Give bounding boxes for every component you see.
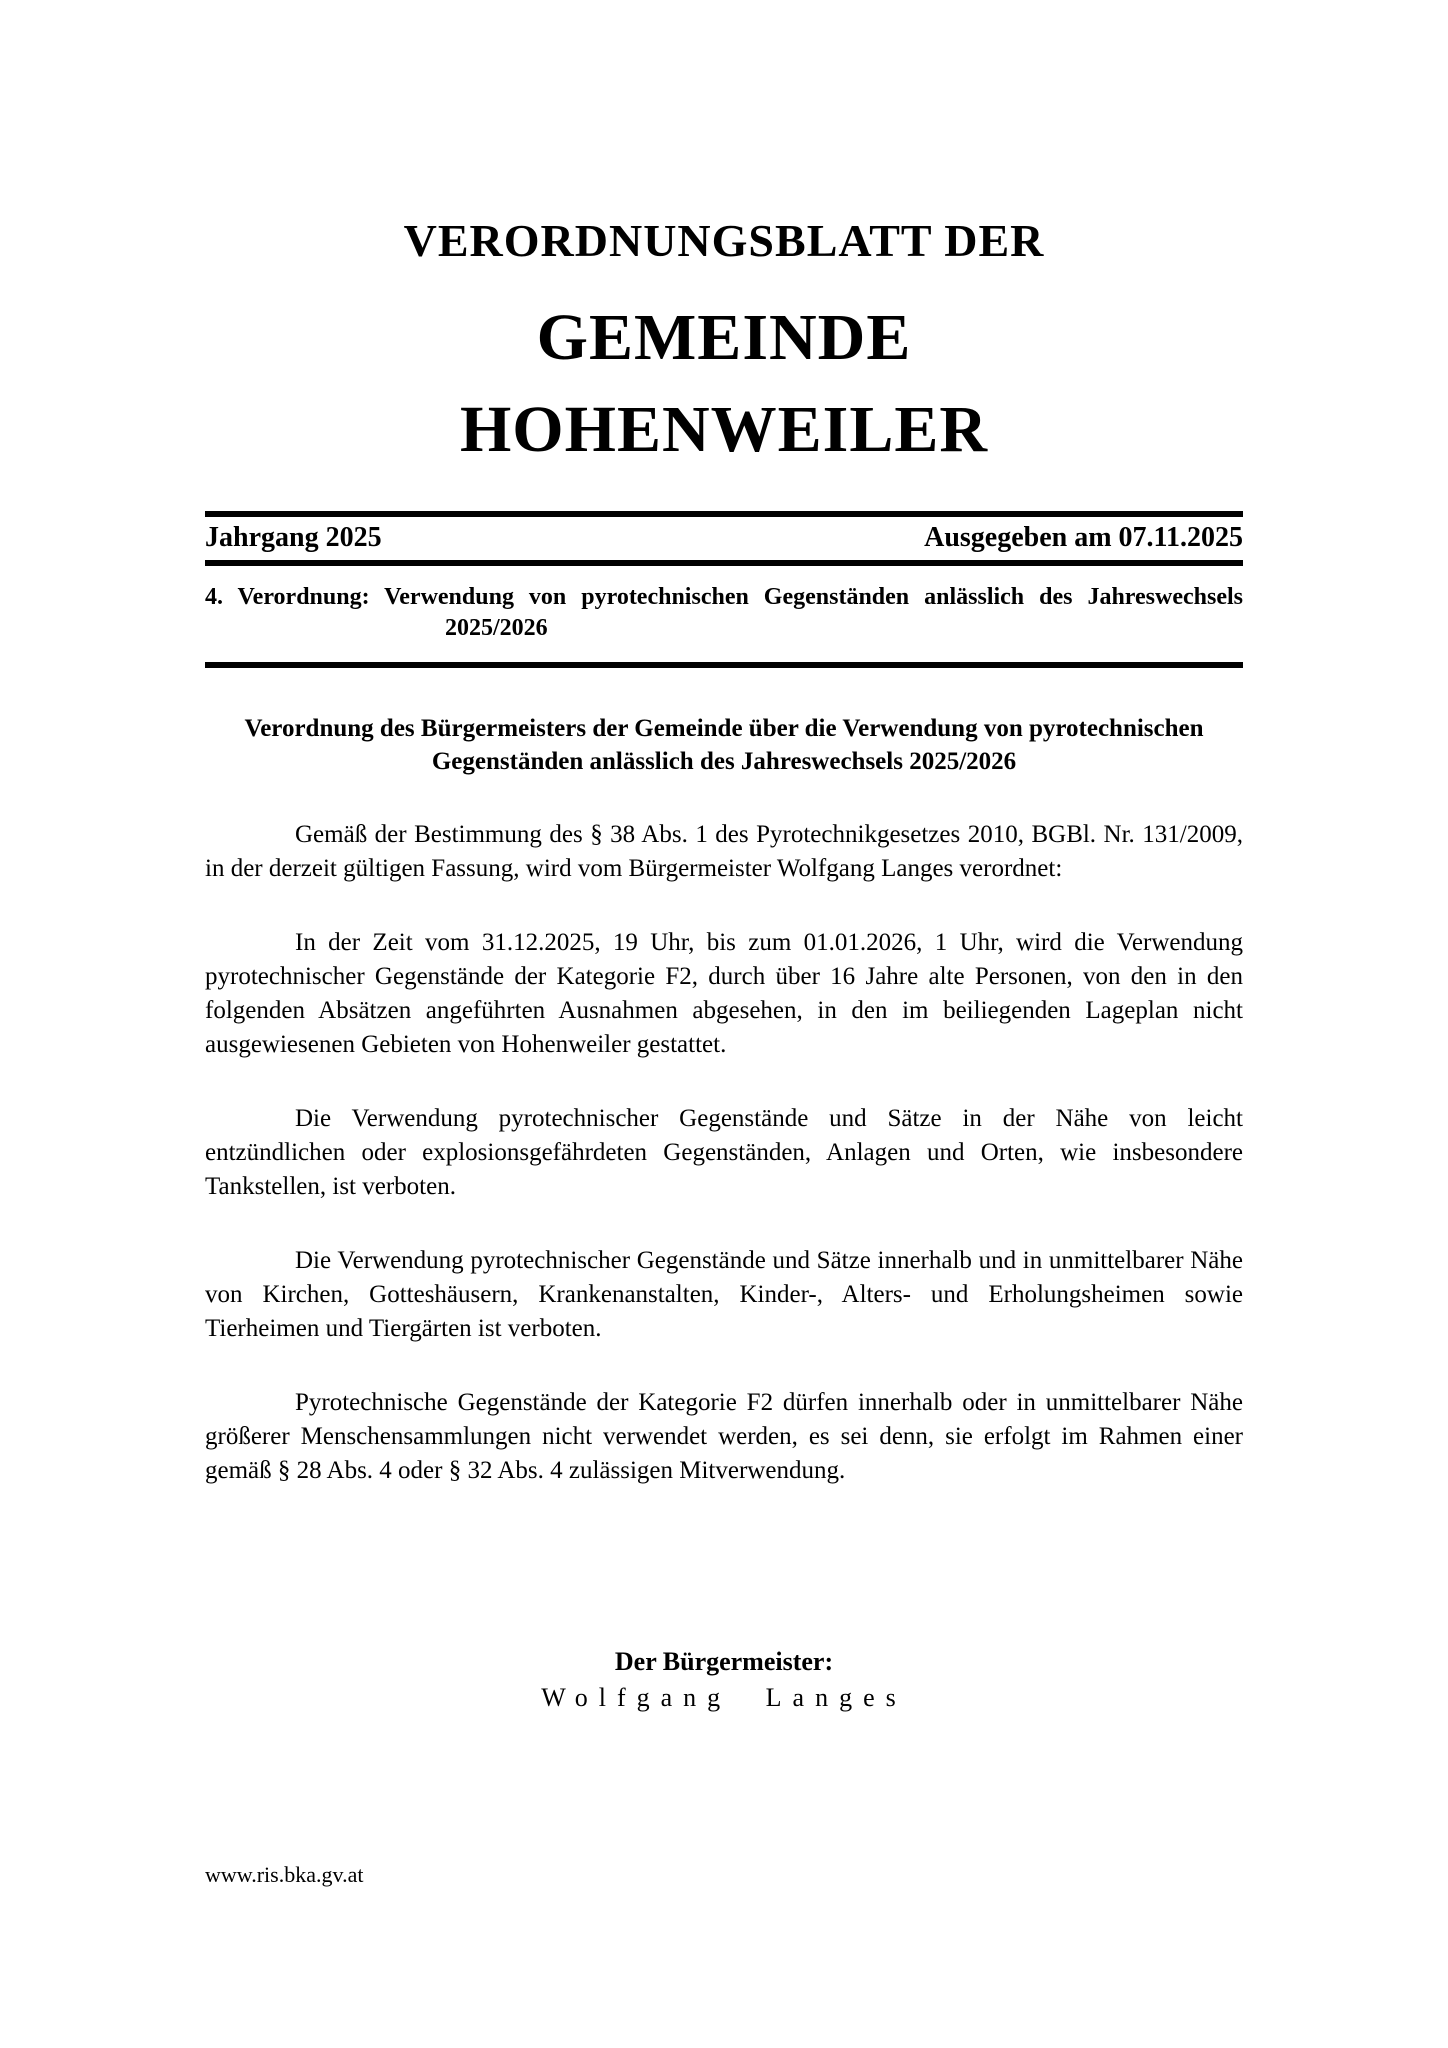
issue-date-label: Ausgegeben am 07.11.2025 [924,522,1243,553]
contents-entry-line-1: 4. Verordnung: Verwendung von pyrotechnischen Gegenständen anlässlich des Jahreswechsels [205,584,1243,610]
signature-role: Der Bürgermeister: [614,1647,834,1676]
signature-name: Wolfgang Langes [541,1683,907,1712]
masthead [205,0,1243,466]
document-title [205,712,1243,778]
masthead-line-1: VERORDNUNGSBLATT DER [403,215,1045,266]
body-paragraph-4: Die Verwendung pyrotechnischer Gegenstände und Sätze innerhalb und in unmittelbarer Nähe von Kirchen, Gotteshäusern, Krankenanstalten, Kinder-, Alters- und Erholungsheimen sowie Tierheimen und Tiergärten ist verboten. [205,1247,1243,1342]
masthead-line-2: GEMEINDE [536,301,912,374]
document-title-line-2: Gegenständen anlässlich des Jahreswechsels 2025/2026 [431,748,1017,775]
signature-block [205,1646,1243,1714]
body-paragraph-3: Die Verwendung pyrotechnischer Gegenstände und Sätze in der Nähe von leicht entzündlichen oder explosionsgefährdeten Gegenständen, Anlagen und Orten, wie insbesondere Tankstellen, ist verboten. [205,1105,1243,1200]
issue-bar [205,511,1243,566]
body-paragraph-5: Pyrotechnische Gegenstände der Kategorie F2 dürfen innerhalb oder in unmittelbarer Nähe größerer Menschensammlungen nicht verwendet werden, es sei denn, sie erfolgt im Rahmen einer gemäß § 28 Abs. 4 oder § 32 Abs. 4 zulässigen Mitverwendung. [205,1389,1243,1484]
body-paragraph-2: In der Zeit vom 31.12.2025, 19 Uhr, bis zum 01.01.2026, 1 Uhr, wird die Verwendung pyrotechnischer Gegenstände der Kategorie F2, durch über 16 Jahre alte Personen, von den in den folgenden Absätzen angeführten Ausnahmen abgesehen, in den im beiliegenden Lageplan nicht ausgewiesenen Gebieten von Hohenweiler gestattet. [205,929,1243,1058]
issue-year-label: Jahrgang 2025 [205,522,382,553]
masthead-line-3: HOHENWEILER [459,393,989,466]
footer-url: www.ris.bka.gv.at [205,1862,364,1887]
body-text [205,818,1243,1488]
document-title-line-1: Verordnung des Bürgermeisters der Gemeinde über die Verwendung von pyrotechnischen [244,715,1204,742]
body-paragraph-1: Gemäß der Bestimmung des § 38 Abs. 1 des Pyrotechnikgesetzes 2010, BGBl. Nr. 131/2009, in der derzeit gültigen Fassung, wird vom Bürgermeister Wolfgang Langes verordnet: [205,821,1243,882]
content-column [205,0,1243,1714]
contents-entry-line-2: 2025/2026 [445,615,548,641]
contents-entry [205,566,1243,668]
